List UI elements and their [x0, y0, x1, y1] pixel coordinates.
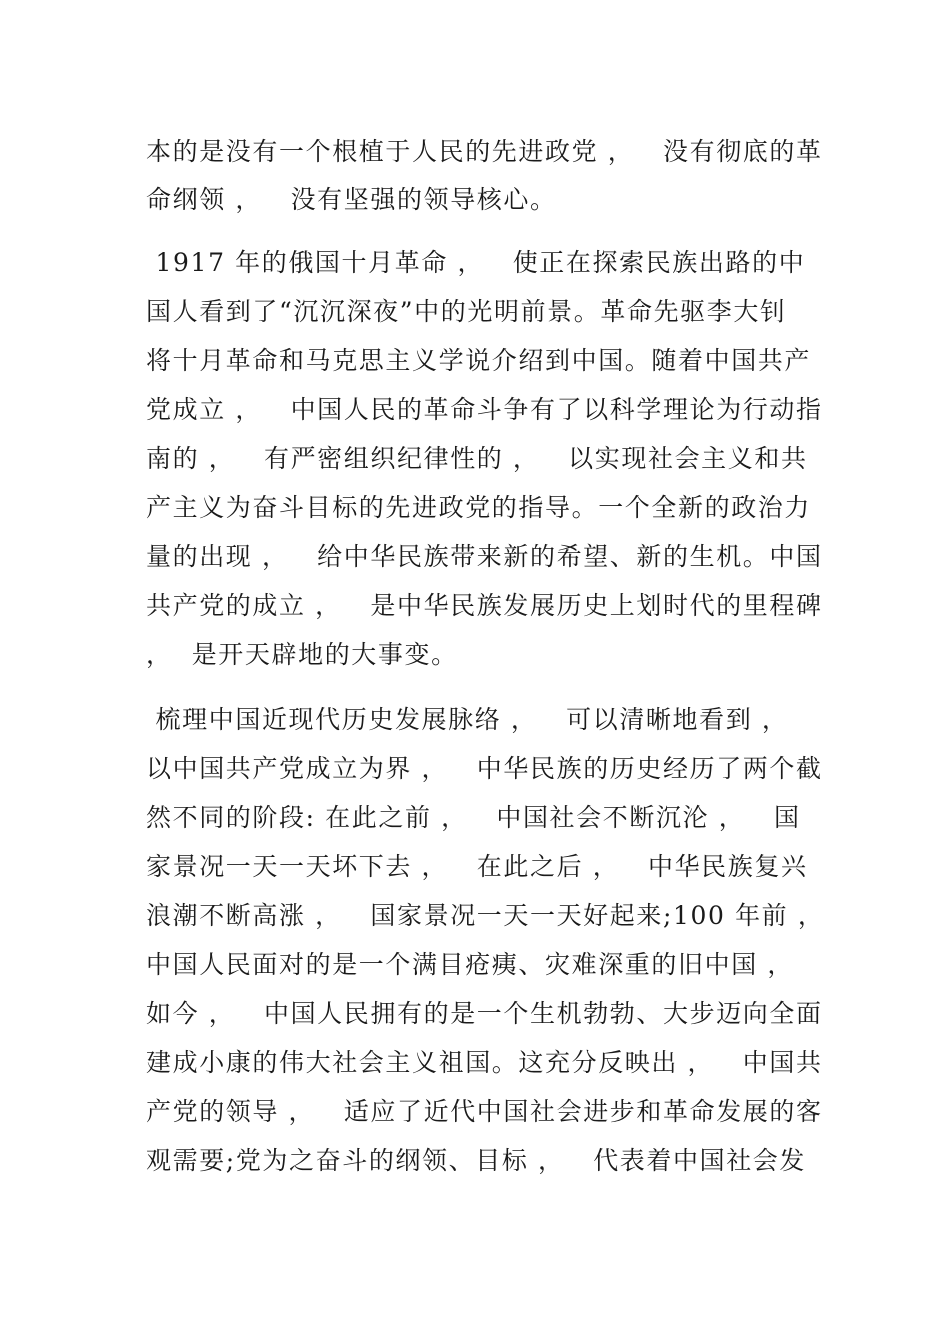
text-line: 中国人民面对的是一个满目疮痍、灾难深重的旧中国 ， — [146, 950, 794, 979]
text-line: 家景况一天一天坏下去 ， 在此之后 ， 中华民族复兴 — [146, 852, 808, 881]
text-line: 命纲领 ， 没有坚强的领导核心。 — [146, 185, 557, 214]
text-line: 本的是没有一个根植于人民的先进政党 ， 没有彻底的革 — [146, 137, 823, 166]
text-line: 南的 ， 有严密组织纪律性的 ， 以实现社会主义和共 — [146, 444, 808, 473]
text-line: 观需要;党为之奋斗的纲领、目标 ， 代表着中国社会发 — [146, 1146, 807, 1175]
text-line: 产党的领导 ， 适应了近代中国社会进步和革命发展的客 — [146, 1097, 823, 1126]
text-line: 国人看到了“沉沉深夜”中的光明前景。革命先驱李大钊 — [146, 297, 787, 326]
text-line: 然不同的阶段: 在此之前 ， 中国社会不断沉沦 ， 国 — [146, 803, 801, 832]
text-line: 如今 ， 中国人民拥有的是一个生机勃勃、大步迈向全面 — [146, 999, 823, 1028]
text-line: 以中国共产党成立为界 ， 中华民族的历史经历了两个截 — [146, 754, 823, 783]
text-line: 量的出现 ， 给中华民族带来新的希望、新的生机。中国 — [146, 542, 823, 571]
text-line: 将十月革命和马克思主义学说介绍到中国。随着中国共产 — [146, 346, 812, 375]
text-line: 梳理中国近现代历史发展脉络 ， 可以清晰地看到 ， — [146, 705, 789, 734]
text-line: 共产党的成立 ， 是中华民族发展历史上划时代的里程碑 — [146, 591, 823, 620]
text-line: 产主义为奋斗目标的先进政党的指导。一个全新的政治力 — [146, 493, 812, 522]
text-line: 浪潮不断高涨 ， 国家景况一天一天好起来;100 年前 ， — [146, 901, 825, 930]
text-line: 建成小康的伟大社会主义祖国。这充分反映出 ， 中国共 — [146, 1048, 823, 1077]
text-line: 1917 年的俄国十月革命 ， 使正在探索民族出路的中 — [146, 248, 806, 277]
text-line: ， 是开天辟地的大事变。 — [146, 640, 458, 669]
text-line: 党成立 ， 中国人民的革命斗争有了以科学理论为行动指 — [146, 395, 823, 424]
